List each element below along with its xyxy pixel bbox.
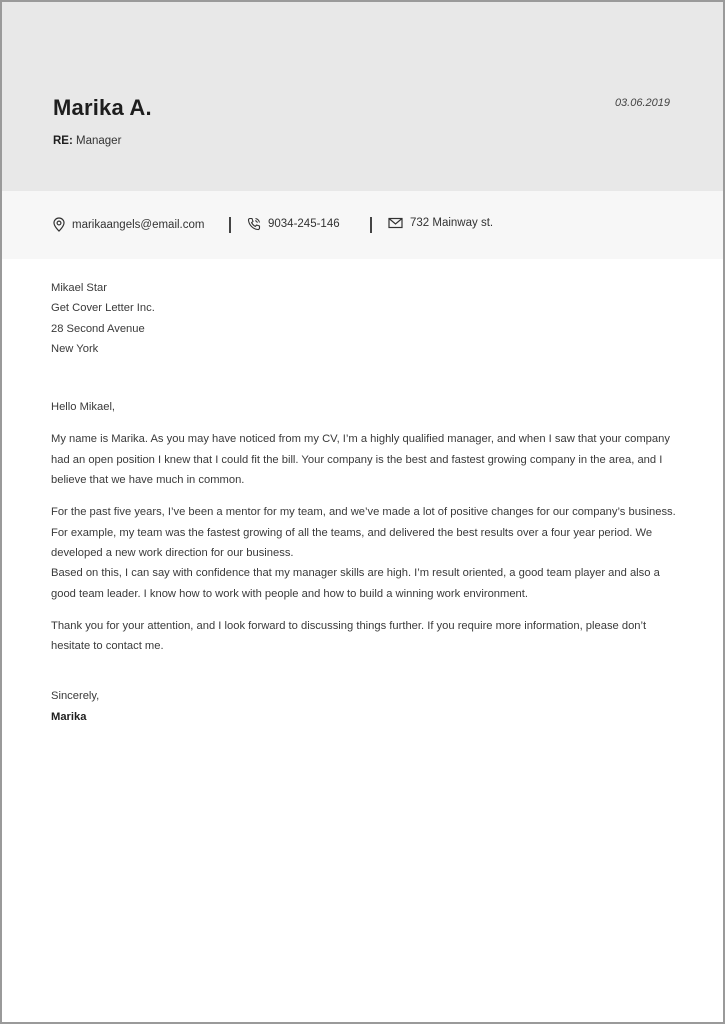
envelope-icon xyxy=(388,217,403,229)
recipient-city: New York xyxy=(51,342,99,355)
phone-icon xyxy=(247,217,261,231)
paragraph-1: My name is Marika. As you may have noticed from my CV, I’m a highly qualified manager, and when I saw that your company had an open position I knew that I could fit the bill. Your company is the best and fastest growing company in the area, and I believe that we have much in common. xyxy=(51,433,670,487)
contact-bar xyxy=(2,191,723,259)
paragraph-2b: Based on this, I can say with confidence that my manager skills are high. I’m result oriented, a good team player and also a good team leader. I know how to work with people and how to build a winning work environment. xyxy=(51,567,660,600)
contact-separator xyxy=(370,217,372,233)
paragraph-3: Thank you for your attention, and I look forward to discussing things further. If you require more information, please don’t hesitate to contact me. xyxy=(51,619,647,653)
recipient-street: 28 Second Avenue xyxy=(51,322,145,335)
location-pin-icon xyxy=(53,217,65,232)
closing: Sincerely, xyxy=(51,690,100,703)
recipient-company: Get Cover Letter Inc. xyxy=(51,302,155,315)
email-text: marikaangels@email.com xyxy=(72,218,205,231)
subject-line xyxy=(53,135,121,147)
greeting: Hello Mikael, xyxy=(51,401,116,414)
contact-phone xyxy=(247,217,340,231)
contact-separator xyxy=(229,217,231,233)
letter-date: 03.06.2019 xyxy=(614,97,670,109)
phone-text: 9034-245-146 xyxy=(268,218,340,230)
sender-name: Marika A. xyxy=(53,95,152,120)
recipient-name: Mikael Star xyxy=(51,282,107,294)
address-text: 732 Mainway st. xyxy=(410,217,494,229)
signature: Marika xyxy=(51,710,87,723)
subject-label: RE: xyxy=(53,135,73,147)
paragraph-2: For the past five years, I’ve been a mentor for my team, and we’ve made a lot of positive changes for our company’s business. For example, my team was the fastest growing of all the teams, and delivered the best results over a four year period. We developed a new work direction for our business. xyxy=(51,506,676,559)
contact-address xyxy=(388,217,493,229)
contact-email xyxy=(53,217,204,232)
subject-value: Manager xyxy=(76,135,122,147)
recipient-address xyxy=(51,278,681,359)
letter-body xyxy=(51,278,681,727)
letter-header xyxy=(2,2,723,191)
